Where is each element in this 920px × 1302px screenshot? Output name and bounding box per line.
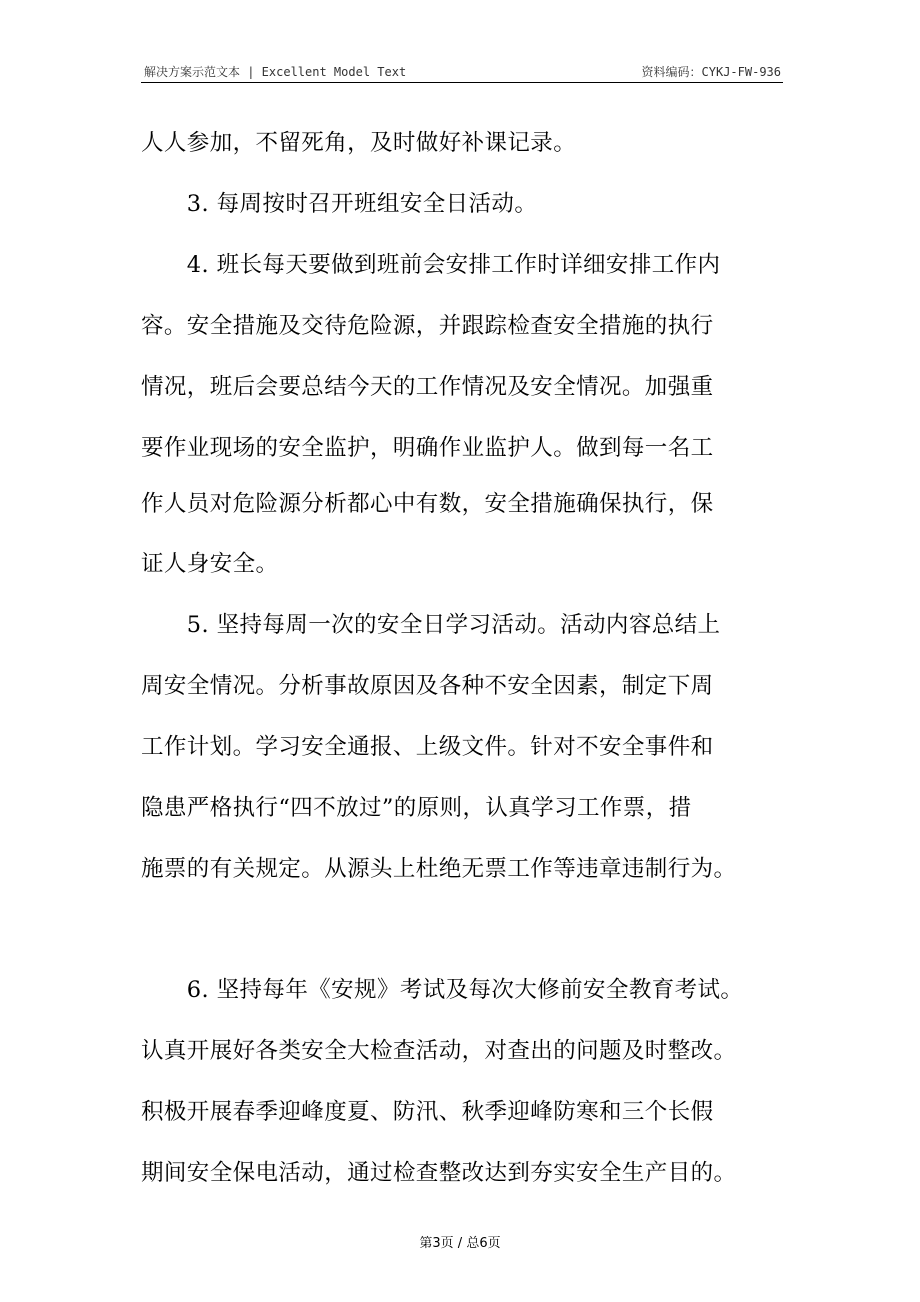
body-line: 要作业现场的安全监护，明确作业监护人。做到每一名工 — [141, 435, 714, 461]
body-line: 认真开展好各类安全大检查活动，对查出的问题及时整改。 — [141, 1038, 737, 1064]
body-line: 5. 坚持每周一次的安全日学习活动。活动内容总结上 — [141, 612, 721, 638]
body-line: 3. 每周按时召开班组安全日活动。 — [141, 191, 538, 217]
body-line: 作人员对危险源分析都心中有数，安全措施确保执行，保 — [141, 491, 714, 517]
page-header — [141, 60, 783, 83]
body-line: 容。安全措施及交待危险源，并跟踪检查安全措施的执行 — [141, 313, 714, 339]
body-line: 人人参加，不留死角，及时做好补课记录。 — [141, 130, 577, 156]
header-doc-code: 资料编码：CYKJ-FW-936 — [641, 65, 781, 79]
body-line: 施票的有关规定。从源头上杜绝无票工作等违章违制行为。 — [141, 856, 737, 882]
body-line: 积极开展春季迎峰度夏、防汛、秋季迎峰防寒和三个长假 — [141, 1099, 714, 1125]
body-line: 隐患严格执行“四不放过”的原则，认真学习工作票，措 — [141, 795, 692, 821]
body-line: 工作计划。学习安全通报、上级文件。针对不安全事件和 — [141, 734, 714, 760]
body-line: 4. 班长每天要做到班前会安排工作时详细安排工作内 — [141, 252, 721, 278]
page-footer — [0, 1232, 920, 1251]
body-line: 6. 坚持每年《安规》考试及每次大修前安全教育考试。 — [141, 977, 744, 1003]
header-title: 解决方案示范文本 | Excellent Model Text — [144, 65, 407, 79]
body-line: 证人身安全。 — [141, 551, 279, 577]
page-number: 第3页 / 总6页 — [419, 1236, 501, 1251]
body-line: 周安全情况。分析事故原因及各种不安全因素，制定下周 — [141, 673, 714, 699]
body-line: 情况，班后会要总结今天的工作情况及安全情况。加强重 — [141, 374, 714, 400]
body-line: 期间安全保电活动，通过检查整改达到夯实安全生产目的。 — [141, 1160, 737, 1186]
